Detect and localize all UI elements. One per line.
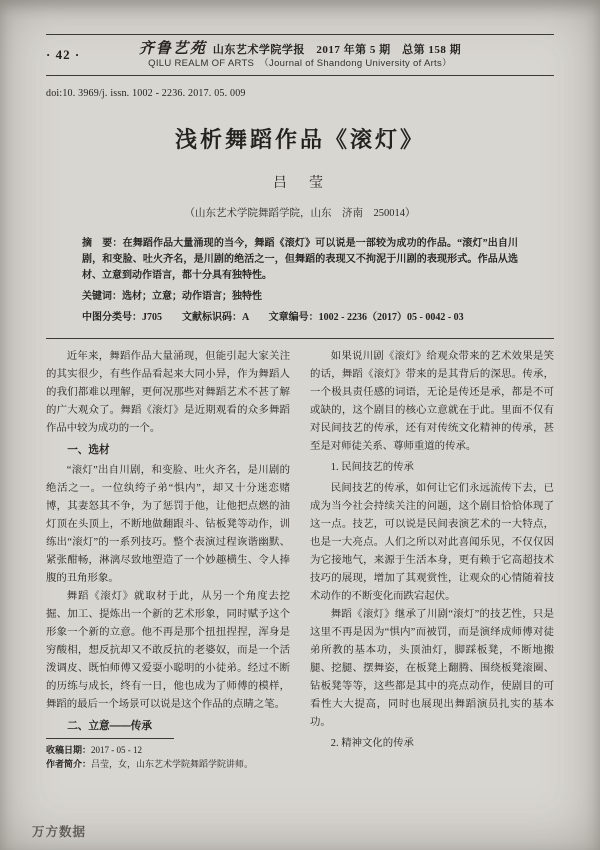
received-date-label: 收稿日期： xyxy=(46,745,92,756)
author-bio-label: 作者简介： xyxy=(46,759,92,770)
classification-line: 中图分类号：J705 文献标识码：A 文章编号：1002 - 2236（2017）05 - 0042 - 03 xyxy=(82,312,464,324)
journal-title-line xyxy=(124,38,476,58)
abstract-line xyxy=(82,236,518,284)
section-heading-liyi: 二、立意——传承 xyxy=(67,720,152,733)
subsection-heading-jingshen: 2. 精神文化的传承 xyxy=(330,738,414,750)
journal-header xyxy=(46,34,554,76)
abstract-block xyxy=(82,236,518,326)
journal-issue-info: 山东艺术学院学报 2017 年第 5 期 总第 158 期 xyxy=(212,44,462,56)
header-bottom-rule xyxy=(46,75,554,76)
paragraph-folk-art: 民间技艺的传承，如何让它们永远流传下去，已成为当今社会持续关注的问题，这个剧目恰恰体现了这一点。技艺，可以说是民间表演艺术的一大特点，也是一大亮点。人们之所以对此喜闻乐见，不仅仅因为它接地气，来源于生活本身，更有赖于它高超技术技巧的展现，增加了其观赏性，让观众的心情随着技术动作的不断变化而跌宕起伏。 xyxy=(310,483,554,603)
author-bio-line xyxy=(46,757,290,771)
section-heading-xuancai: 一、选材 xyxy=(67,444,110,457)
footnote-block xyxy=(46,738,290,775)
subsection-heading-minjian: 1. 民间技艺的传承 xyxy=(330,462,414,474)
abstract-text: 在舞蹈作品大量涌现的当今，舞蹈《滚灯》可以说是一部较为成功的作品。“滚灯”出自川剧，和变脸、吐火齐名，是川剧的绝活之一，但舞蹈的表现又不拘泥于川剧的表现形式。作品从选材、立意到动作语言，都十分具有独特性。 xyxy=(82,238,519,282)
author-bio: 吕莹，女，山东艺术学院舞蹈学院讲师。 xyxy=(91,759,254,770)
keywords-label: 关键词： xyxy=(82,291,122,303)
right-column xyxy=(310,348,554,775)
wanfang-watermark: 万方数据 xyxy=(32,825,87,839)
page-number: · 42 · xyxy=(46,46,81,62)
keywords-line xyxy=(82,289,518,305)
author-affiliation: （山东艺术学院舞蹈学院，山东 济南 250014） xyxy=(184,208,416,220)
journal-name-en: QILU REALM OF ARTS （Journal of Shandong University of Arts） xyxy=(148,58,452,70)
footnote-rule xyxy=(46,738,174,739)
section-divider-rule xyxy=(46,338,554,339)
header-row xyxy=(46,35,554,75)
received-date: 2017 - 05 - 12 xyxy=(91,745,143,756)
received-date-line xyxy=(46,743,290,757)
paragraph-skills: 舞蹈《滚灯》继承了川剧“滚灯”的技艺性，只是这里不再是因为“惧内”而被罚，而是演绎成师傅对徒弟所教的基本功，头顶油灯，脚踩板凳，不断地搬腿、挖腿、摆舞姿，在板凳上翻腾、围绕板凳滚圈、钻板凳等等，这些都是其中的亮点动作，使剧目的可看性大大提高，同时也展现出舞蹈演员扎实的基本功。 xyxy=(310,609,554,729)
paragraph-gundeng-origin: “滚灯”出自川剧，和变脸、吐火齐名，是川剧的绝活之一。一位纨绔子弟“惧内”，却又十分迷恋赌博，其妻怒其不争，为了惩罚于他，让他把点燃的油灯顶在头顶上，不断地做翻跟斗、钻板凳等动作，训练出“滚灯”的一系列技巧。整个表演过程诙谐幽默、紧张酣畅，淋漓尽致地塑造了一个妙趣横生、令人捧腹的丑角形象。 xyxy=(46,465,290,585)
paragraph-chuancheng: 如果说川剧《滚灯》给观众带来的艺术效果是笑的话，舞蹈《滚灯》带来的是其背后的深思。传承，一个极具责任感的词语，无论是传还是承，都是不可或缺的，这个剧目的核心立意就在于此。里面不仅有对民间技艺的传承，还有对传统文化精神的传承，甚至是对师徒关系、尊师重道的传承。 xyxy=(310,351,554,453)
keywords-text: 选材；立意；动作语言；独特性 xyxy=(122,291,262,303)
doi-line: doi:10. 3969/j. issn. 1002 - 2236. 2017. 05. 009 xyxy=(46,88,246,100)
journal-masthead xyxy=(124,38,476,71)
journal-logo: 齐鲁艺苑 xyxy=(138,39,207,57)
left-column xyxy=(46,348,290,775)
abstract-label: 摘 要： xyxy=(82,238,123,250)
article-title: 浅析舞蹈作品《滚灯》 xyxy=(174,127,425,153)
paragraph-intro: 近年来，舞蹈作品大量涌现，但能引起大家关注的其实很少，有些作品看起来大同小异，作为舞蹈人的我们都难以理解，更何况那些对舞蹈艺术不甚了解的广大观众了。舞蹈《滚灯》是近期观看的众多舞蹈作品中较为成功的一个。 xyxy=(46,351,290,435)
paragraph-new-image: 舞蹈《滚灯》就取材于此，从另一个角度去挖掘、加工、提炼出一个新的艺术形象，同时赋予这个形象一个新的立意。他不再是那个扭扭捏捏，浑身是穷酸相，想反抗却又不敢反抗的老婆奴，而是一个活泼调皮、既怕师傅又爱耍小聪明的小徒弟。经过不断的历练与成长，终有一日，他也成为了师傅的模样，舞蹈的最后一个场景可以说是这个作品的点睛之笔。 xyxy=(46,591,290,711)
article-body xyxy=(46,348,554,775)
author-name: 吕 莹 xyxy=(273,176,327,192)
